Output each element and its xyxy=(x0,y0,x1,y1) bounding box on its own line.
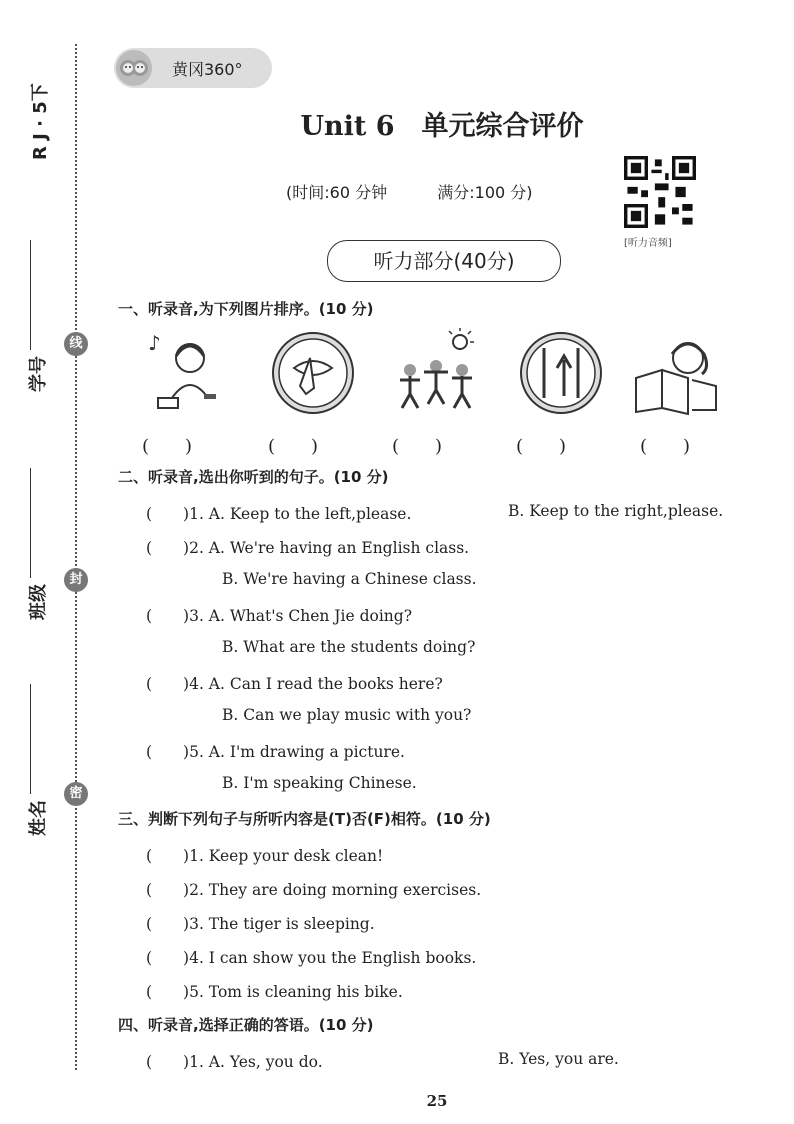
brand-badge xyxy=(114,48,272,88)
field-student-number-line xyxy=(30,240,31,350)
girl-listening-music-icon xyxy=(142,328,232,418)
seal-mi: 密 xyxy=(64,782,88,806)
part1-answer-5[interactable]: ( ) xyxy=(640,436,691,457)
part1-answer-4[interactable]: ( ) xyxy=(516,436,567,457)
part1-answer-2[interactable]: ( ) xyxy=(268,436,319,457)
part2-item-5-b[interactable]: B. I'm speaking Chinese. xyxy=(222,774,417,792)
part3-item-1[interactable]: ( )1. Keep your desk clean! xyxy=(146,847,384,865)
part3-item-4[interactable]: ( )4. I can show you the English books. xyxy=(146,949,477,967)
part2-item-1-b[interactable]: B. Keep to the right,please. xyxy=(508,502,724,520)
part1-heading: 一、听录音,为下列图片排序。(10 分) xyxy=(118,300,374,318)
part1-answer-1[interactable]: ( ) xyxy=(142,436,193,457)
section-banner: 听力部分(40分) xyxy=(327,240,561,282)
exam-meta xyxy=(286,180,533,203)
part2-item-3-b[interactable]: B. What are the students doing? xyxy=(222,638,476,656)
girl-reading-book-icon xyxy=(632,328,722,418)
seal-feng: 封 xyxy=(64,568,88,592)
part2-item-4-b[interactable]: B. Can we play music with you? xyxy=(222,706,472,724)
field-class-line xyxy=(30,468,31,578)
field-name-label: 姓名 xyxy=(28,800,49,836)
binding-margin xyxy=(0,0,100,1124)
svg-text:♪: ♪ xyxy=(148,331,161,355)
part4-item-1-b[interactable]: B. Yes, you are. xyxy=(498,1050,619,1068)
part3-heading: 三、判断下列句子与所听内容是(T)否(F)相符。(10 分) xyxy=(118,810,491,828)
exam-time: (时间:60 分钟 xyxy=(286,183,388,202)
page-title: Unit 6 单元综合评价 xyxy=(300,111,584,142)
field-student-number-label: 学号 xyxy=(28,356,49,392)
part3-item-5[interactable]: ( )5. Tom is cleaning his bike. xyxy=(146,983,403,1001)
quiet-sign-icon xyxy=(268,328,358,418)
part2-item-2-a[interactable]: ( )2. A. We're having an English class. xyxy=(146,539,470,557)
part2-item-2-b[interactable]: B. We're having a Chinese class. xyxy=(222,570,477,588)
exam-score: 满分:100 分) xyxy=(437,183,533,202)
field-name-line xyxy=(30,684,31,794)
edition-label: R J · 5下 xyxy=(30,83,51,160)
mascot-icon xyxy=(116,50,152,86)
cut-line xyxy=(75,44,77,1070)
part2-item-3-a[interactable]: ( )3. A. What's Chen Jie doing? xyxy=(146,607,413,625)
seal-xian: 线 xyxy=(64,332,88,356)
qr-caption: [听力音频] xyxy=(624,238,672,249)
part2-item-1-a[interactable]: ( )1. A. Keep to the left,please. xyxy=(146,505,412,523)
part4-heading: 四、听录音,选择正确的答语。(10 分) xyxy=(118,1016,374,1034)
part2-heading: 二、听录音,选出你听到的句子。(10 分) xyxy=(118,468,389,486)
brand-name: 黄冈360° xyxy=(172,60,243,79)
part2-item-5-a[interactable]: ( )5. A. I'm drawing a picture. xyxy=(146,743,405,761)
part3-item-2[interactable]: ( )2. They are doing morning exercises. xyxy=(146,881,482,899)
children-exercising-icon xyxy=(392,328,482,418)
page-number: 25 xyxy=(426,1092,448,1110)
part1-answer-3[interactable]: ( ) xyxy=(392,436,443,457)
part2-item-4-a[interactable]: ( )4. A. Can I read the books here? xyxy=(146,675,443,693)
part3-item-3[interactable]: ( )3. The tiger is sleeping. xyxy=(146,915,375,933)
qr-code-icon[interactable] xyxy=(624,156,696,228)
keep-right-sign-icon xyxy=(516,328,606,418)
part4-item-1-a[interactable]: ( )1. A. Yes, you do. xyxy=(146,1053,323,1071)
field-class-label: 班级 xyxy=(28,584,49,620)
